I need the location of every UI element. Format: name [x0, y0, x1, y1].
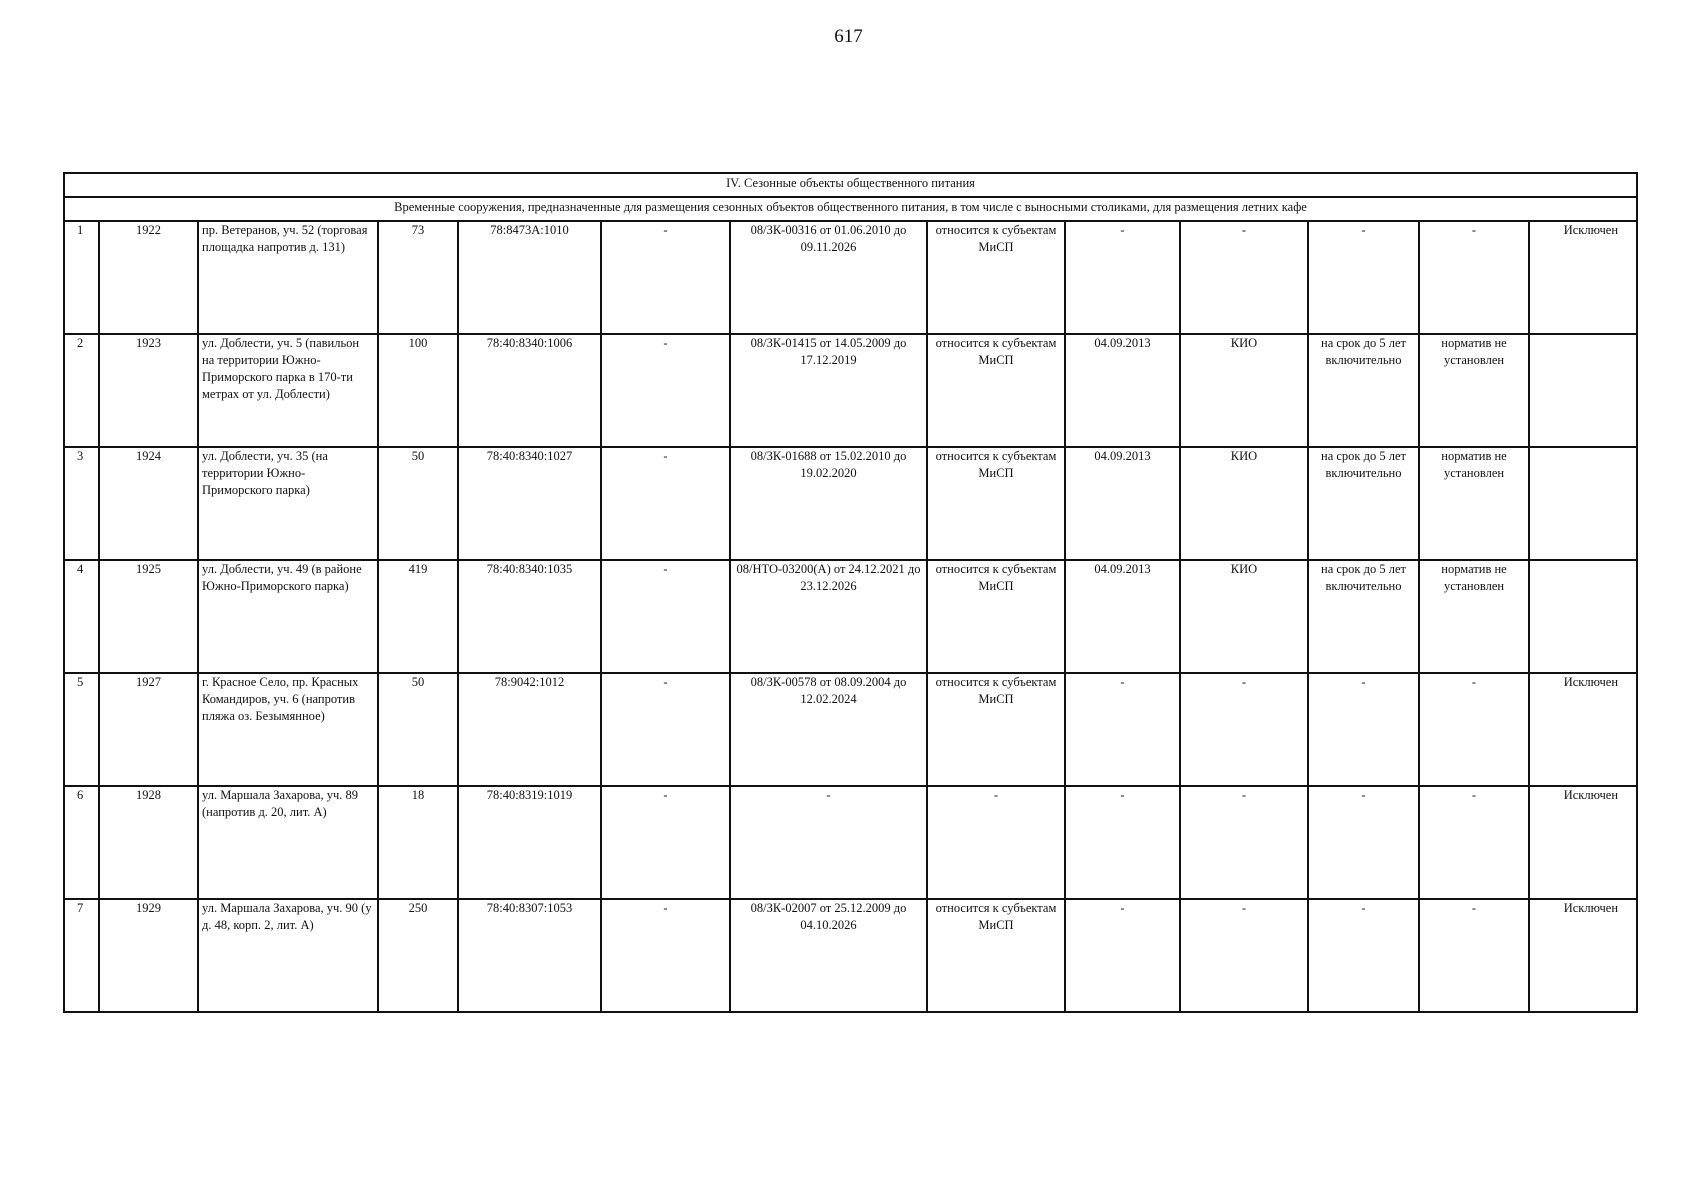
authority-cell: КИО [1180, 447, 1308, 560]
authority-cell: - [1180, 786, 1308, 899]
term-cell: на срок до 5 лет включительно [1308, 447, 1419, 560]
msp-status-cell: - [927, 786, 1065, 899]
table-row [64, 334, 1637, 447]
object-id: 1929 [99, 899, 198, 1012]
term-cell: - [1308, 899, 1419, 1012]
date-cell: - [1065, 899, 1180, 1012]
address-cell: г. Красное Село, пр. Красных Командиров, уч. 6 (напротив пляжа оз. Безымянное) [198, 673, 378, 786]
cadastral-number-cell: 78:9042:1012 [458, 673, 601, 786]
norm-cell: - [1419, 786, 1529, 899]
address-cell: пр. Ветеранов, уч. 52 (торговая площадка напротив д. 131) [198, 221, 378, 334]
term-cell: - [1308, 221, 1419, 334]
norm-cell: норматив не установлен [1419, 334, 1529, 447]
contract-cell: 08/ЗК-00578 от 08.09.2004 до 12.02.2024 [730, 673, 927, 786]
subsection-title: Временные сооружения, предназначенные для размещения сезонных объектов общественного питания, в том числе с выносными столиками, для размещения летних кафе [64, 197, 1637, 221]
exclusion-status-cell: Исключен [1529, 221, 1637, 334]
cadastral-number-cell: 78:8473А:1010 [458, 221, 601, 334]
exclusion-status-cell: Исключен [1529, 786, 1637, 899]
area-cell: 419 [378, 560, 458, 673]
area-cell: 250 [378, 899, 458, 1012]
cadastral-number-cell: 78:40:8319:1019 [458, 786, 601, 899]
area-cell: 50 [378, 673, 458, 786]
row-number: 5 [64, 673, 99, 786]
table-row [64, 786, 1637, 899]
object-id: 1928 [99, 786, 198, 899]
norm-cell: норматив не установлен [1419, 447, 1529, 560]
row-number: 3 [64, 447, 99, 560]
msp-status-cell: относится к субъектам МиСП [927, 560, 1065, 673]
cadastral-number-cell: 78:40:8340:1006 [458, 334, 601, 447]
column-6-cell: - [601, 221, 730, 334]
term-cell: на срок до 5 лет включительно [1308, 560, 1419, 673]
column-6-cell: - [601, 786, 730, 899]
address-cell: ул. Маршала Захарова, уч. 89 (напротив д. 20, лит. А) [198, 786, 378, 899]
object-id: 1927 [99, 673, 198, 786]
column-6-cell: - [601, 334, 730, 447]
column-6-cell: - [601, 560, 730, 673]
table-row [64, 221, 1637, 334]
row-number: 2 [64, 334, 99, 447]
address-cell: ул. Доблести, уч. 5 (павильон на территории Южно-Приморского парка в 170-ти метрах от ул. Доблести) [198, 334, 378, 447]
exclusion-status-cell [1529, 447, 1637, 560]
table-row [64, 673, 1637, 786]
date-cell: - [1065, 786, 1180, 899]
msp-status-cell: относится к субъектам МиСП [927, 334, 1065, 447]
object-id: 1922 [99, 221, 198, 334]
object-id: 1924 [99, 447, 198, 560]
object-id: 1925 [99, 560, 198, 673]
msp-status-cell: относится к субъектам МиСП [927, 221, 1065, 334]
section-header-row [64, 173, 1637, 197]
table-row [64, 560, 1637, 673]
date-cell: - [1065, 673, 1180, 786]
area-cell: 100 [378, 334, 458, 447]
msp-status-cell: относится к субъектам МиСП [927, 447, 1065, 560]
term-cell: - [1308, 786, 1419, 899]
row-number: 4 [64, 560, 99, 673]
date-cell: 04.09.2013 [1065, 560, 1180, 673]
cadastral-number-cell: 78:40:8307:1053 [458, 899, 601, 1012]
address-cell: ул. Маршала Захарова, уч. 90 (у д. 48, корп. 2, лит. А) [198, 899, 378, 1012]
authority-cell: КИО [1180, 560, 1308, 673]
cadastral-number-cell: 78:40:8340:1027 [458, 447, 601, 560]
area-cell: 50 [378, 447, 458, 560]
column-6-cell: - [601, 673, 730, 786]
area-cell: 18 [378, 786, 458, 899]
contract-cell: 08/ЗК-02007 от 25.12.2009 до 04.10.2026 [730, 899, 927, 1012]
page-number: 617 [834, 26, 863, 47]
contract-cell: 08/ЗК-01688 от 15.02.2010 до 19.02.2020 [730, 447, 927, 560]
table-row [64, 447, 1637, 560]
authority-cell: - [1180, 899, 1308, 1012]
column-6-cell: - [601, 447, 730, 560]
subsection-header-row [64, 197, 1637, 221]
contract-cell: 08/НТО-03200(А) от 24.12.2021 до 23.12.2026 [730, 560, 927, 673]
object-id: 1923 [99, 334, 198, 447]
contract-cell: - [730, 786, 927, 899]
authority-cell: - [1180, 221, 1308, 334]
address-cell: ул. Доблести, уч. 35 (на территории Южно-Приморского парка) [198, 447, 378, 560]
date-cell: 04.09.2013 [1065, 447, 1180, 560]
norm-cell: норматив не установлен [1419, 560, 1529, 673]
exclusion-status-cell: Исключен [1529, 899, 1637, 1012]
table-row [64, 899, 1637, 1012]
term-cell: на срок до 5 лет включительно [1308, 334, 1419, 447]
area-cell: 73 [378, 221, 458, 334]
exclusion-status-cell: Исключен [1529, 673, 1637, 786]
authority-cell: - [1180, 673, 1308, 786]
address-cell: ул. Доблести, уч. 49 (в районе Южно-Приморского парка) [198, 560, 378, 673]
exclusion-status-cell [1529, 560, 1637, 673]
registry-table [63, 172, 1638, 1013]
cadastral-number-cell: 78:40:8340:1035 [458, 560, 601, 673]
msp-status-cell: относится к субъектам МиСП [927, 673, 1065, 786]
row-number: 7 [64, 899, 99, 1012]
date-cell: 04.09.2013 [1065, 334, 1180, 447]
msp-status-cell: относится к субъектам МиСП [927, 899, 1065, 1012]
column-6-cell: - [601, 899, 730, 1012]
row-number: 6 [64, 786, 99, 899]
date-cell: - [1065, 221, 1180, 334]
norm-cell: - [1419, 673, 1529, 786]
row-number: 1 [64, 221, 99, 334]
contract-cell: 08/ЗК-00316 от 01.06.2010 до 09.11.2026 [730, 221, 927, 334]
contract-cell: 08/ЗК-01415 от 14.05.2009 до 17.12.2019 [730, 334, 927, 447]
section-title: IV. Сезонные объекты общественного питания [64, 173, 1637, 197]
term-cell: - [1308, 673, 1419, 786]
norm-cell: - [1419, 899, 1529, 1012]
norm-cell: - [1419, 221, 1529, 334]
exclusion-status-cell [1529, 334, 1637, 447]
authority-cell: КИО [1180, 334, 1308, 447]
